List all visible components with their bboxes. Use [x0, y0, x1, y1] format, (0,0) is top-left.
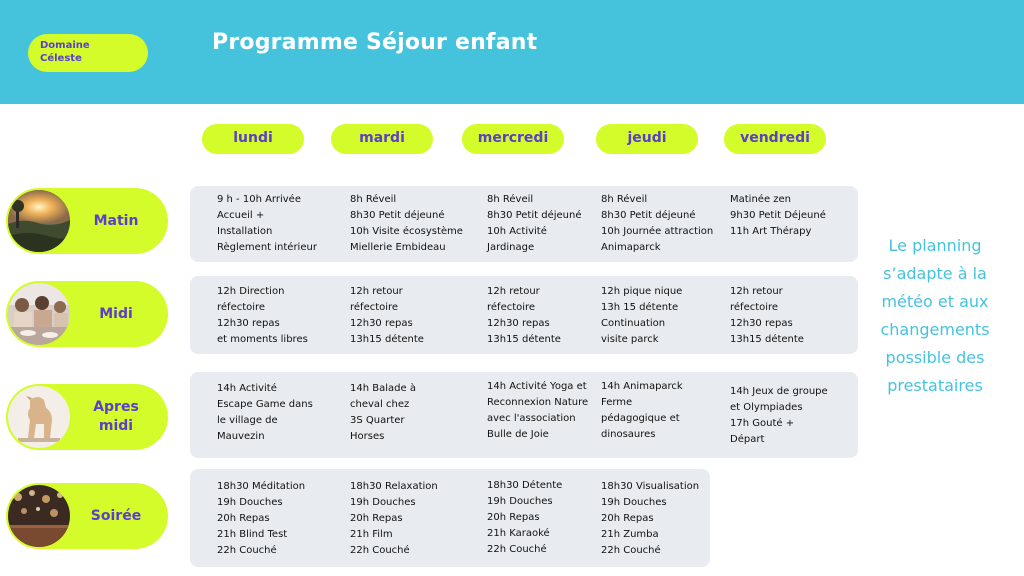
brand-line-1: Domaine [40, 40, 90, 51]
schedule-cell-midi-mardi: 12h retour réfectoire 12h30 repas 13h15 détente [350, 286, 424, 345]
brand-badge [28, 34, 148, 72]
brand-line-2: Céleste [40, 53, 82, 64]
schedule-cell-apres-midi-mardi: 14h Balade à cheval chez 3S Quarter Horses [350, 383, 416, 442]
schedule-cell-soiree-mercredi: 18h30 Détente 19h Douches 20h Repas 21h Karaoké 22h Couché [487, 480, 563, 555]
day-header-lundi: lundi [202, 124, 304, 154]
schedule-cell-matin-mardi: 8h Réveil 8h30 Petit déjeuné 10h Visite écosystème Miellerie Embideau [350, 194, 463, 253]
schedule-cell-matin-mercredi: 8h Réveil 8h30 Petit déjeuné 10h Activité Jardinage [487, 194, 582, 253]
schedule-cell-midi-mercredi: 12h retour réfectoire 12h30 repas 13h15 détente [487, 286, 561, 345]
header-banner [0, 0, 1024, 104]
period-label-midi: Midi [99, 305, 133, 322]
day-header-jeudi: jeudi [596, 124, 698, 154]
day-header-vendredi: vendredi [724, 124, 826, 154]
day-header-mercredi: mercredi [462, 124, 564, 154]
schedule-cell-matin-jeudi: 8h Réveil 8h30 Petit déjeuné 10h Journée attraction Animaparck [601, 194, 714, 253]
dining-photo [8, 283, 70, 345]
schedule-cell-matin-lundi: 9 h - 10h Arrivée Accueil + Installation Règlement intérieur [217, 194, 317, 253]
planning-note: Le planning s’adapte à la météo et aux changements possible des prestataires [880, 236, 990, 395]
evening-lights-photo [8, 485, 70, 547]
period-pill-midi [6, 281, 168, 347]
period-pill-apres-midi [6, 384, 168, 450]
period-label-matin: Matin [93, 212, 139, 229]
schedule-cell-soiree-lundi: 18h30 Méditation 19h Douches 20h Repas 21h Blind Test 22h Couché [217, 481, 306, 556]
sunrise-photo [8, 190, 70, 252]
period-pill-soiree [6, 483, 168, 549]
schedule-cell-soiree-mardi: 18h30 Relaxation 19h Douches 20h Repas 21h Film 22h Couché [350, 481, 438, 556]
page-title: Programme Séjour enfant [212, 30, 538, 55]
schedule-cell-soiree-jeudi: 18h30 Visualisation 19h Douches 20h Repas 21h Zumba 22h Couché [601, 481, 700, 556]
period-pill-matin [6, 188, 168, 254]
schedule-cell-apres-midi-lundi: 14h Activité Escape Game dans le village de Mauvezin [217, 383, 313, 442]
schedule-cell-matin-vendredi: Matinée zen 9h30 Petit Déjeuné 11h Art Thérapy [730, 194, 826, 237]
horse-photo [8, 386, 70, 448]
schedule-cell-apres-midi-vendredi: 14h Jeux de groupe et Olympiades 17h Gouté + Départ [730, 386, 828, 445]
schedule-cell-midi-lundi: 12h Direction réfectoire 12h30 repas et moments libres [217, 286, 308, 345]
schedule-cell-midi-vendredi: 12h retour réfectoire 12h30 repas 13h15 détente [730, 286, 804, 345]
schedule-cell-apres-midi-mercredi: 14h Activité Yoga et Reconnexion Nature avec l'association Bulle de Joie [487, 381, 589, 440]
period-label-apres-midi: Apres midi [93, 399, 139, 434]
period-label-soiree: Soirée [90, 507, 142, 524]
schedule-cell-apres-midi-jeudi: 14h Animaparck Ferme pédagogique et dinosaures [601, 381, 683, 440]
day-header-mardi: mardi [331, 124, 433, 154]
schedule-cell-midi-jeudi: 12h pique nique 13h 15 détente Continuation visite parck [601, 286, 683, 345]
